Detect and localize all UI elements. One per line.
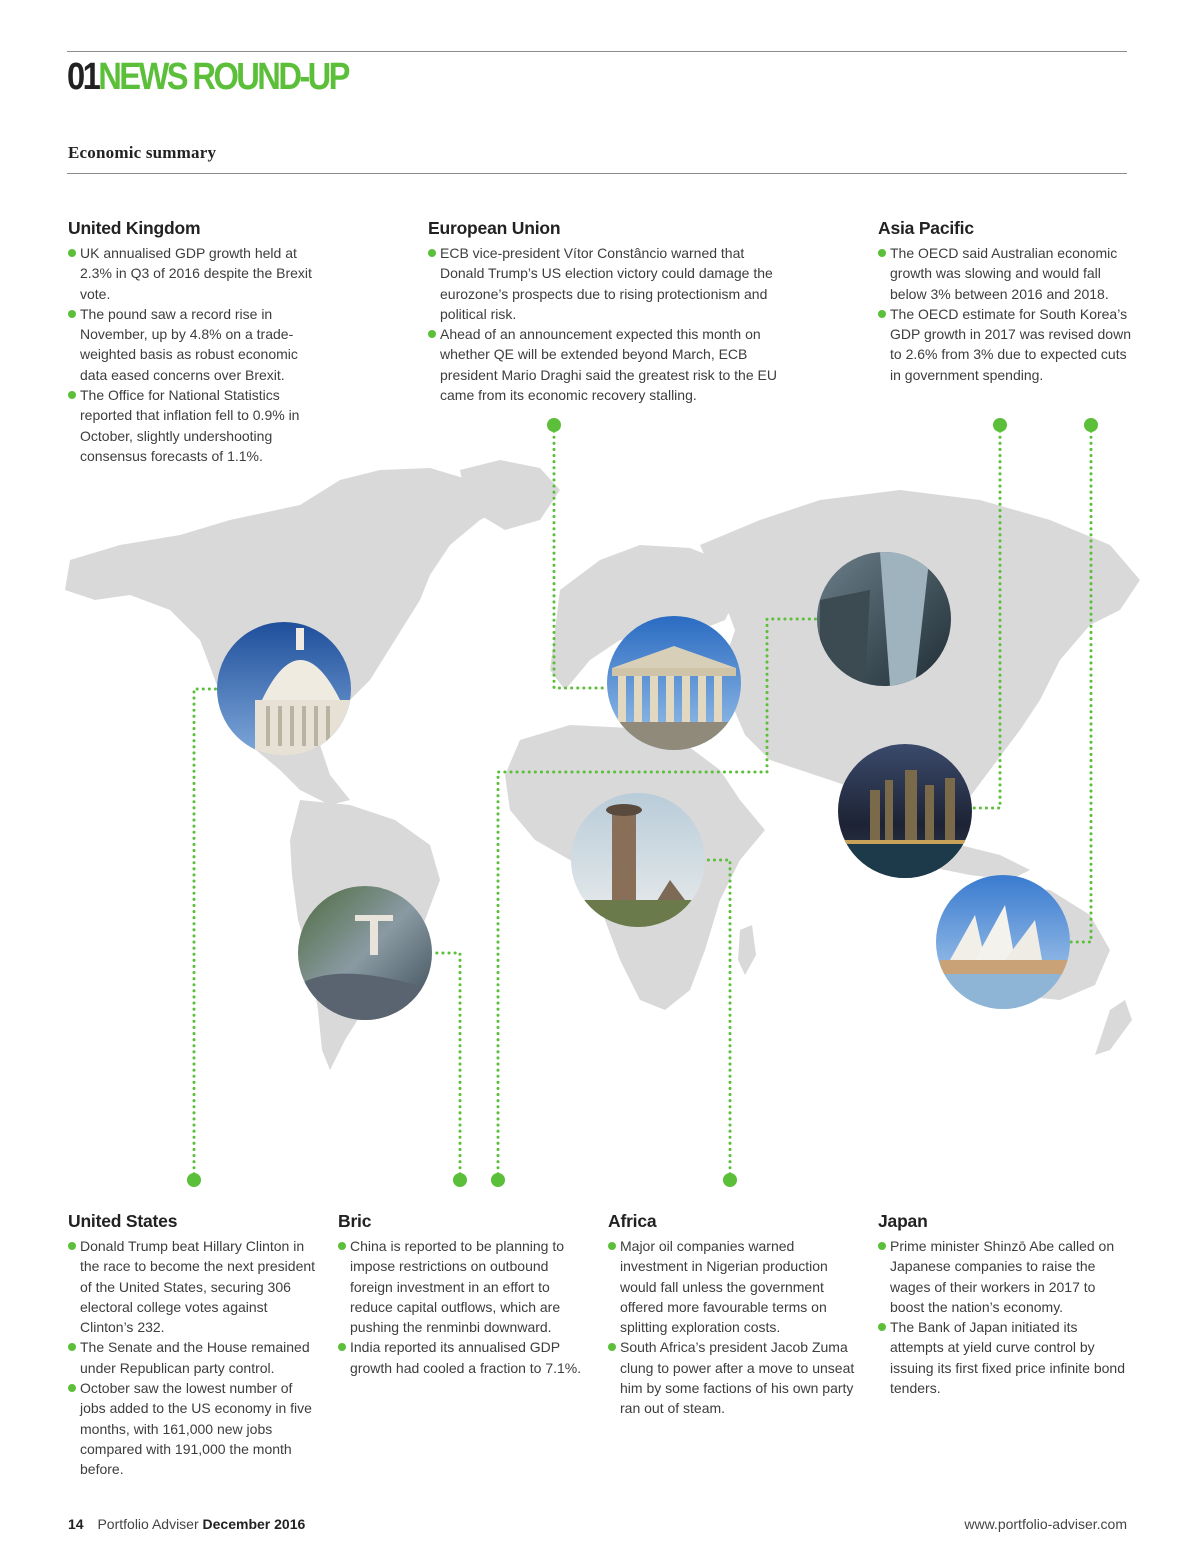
- bullet-item: The Bank of Japan initiated its attempts at yield curve control by issuing its first fixed price infinite bond tenders.: [878, 1317, 1128, 1398]
- connector-us: [194, 689, 217, 1180]
- bullet-item: China is reported to be planning to impose restrictions on outbound foreign investment in an effort to reduce capital outflows, which are pushing the renminbi downward.: [338, 1236, 588, 1337]
- region-eu-bullets: [428, 243, 778, 405]
- bullet-item: The Senate and the House remained under Republican party control.: [68, 1337, 320, 1378]
- page-number: 14: [68, 1516, 84, 1532]
- new-zealand-shape: [1095, 1000, 1132, 1055]
- region-japan-bullets: [878, 1236, 1128, 1398]
- region-us: [68, 1211, 320, 1480]
- region-asia-bullets: [878, 243, 1136, 385]
- region-uk: [68, 218, 320, 466]
- region-uk-bullets: [68, 243, 320, 466]
- bullet-item: South Africa’s president Jacob Zuma clung to power after a move to unseat him by some factions of his own party ran out of steam.: [608, 1337, 860, 1418]
- bullet-item: India reported its annualised GDP growth had cooled a fraction to 7.1%.: [338, 1337, 588, 1378]
- region-africa-bullets: [608, 1236, 860, 1419]
- bullet-item: Prime minister Shinzō Abe called on Japanese companies to raise the wages of their workers in 2017 to boost the nation’s economy.: [878, 1236, 1128, 1317]
- madagascar-shape: [738, 925, 756, 975]
- connector-bric-rio: [432, 953, 460, 1180]
- bullet-item: The OECD said Australian economic growth was slowing and would fall below 3% between 2016 and 2018.: [878, 243, 1136, 304]
- region-asia-pacific: [878, 218, 1136, 385]
- bullet-item: Ahead of an announcement expected this month on whether QE will be extended beyond March, ECB president Mario Draghi said the greatest risk to the EU came from its economic recovery stalling.: [428, 324, 778, 405]
- dot-africa: [723, 1173, 737, 1187]
- bullet-item: The Office for National Statistics reported that inflation fell to 0.9% in October, slightly undershooting consensus forecasts of 1.1%.: [68, 385, 320, 466]
- photo-asia-skyscraper: [817, 552, 951, 686]
- issue-date: December 2016: [202, 1516, 306, 1532]
- dot-asia-2: [1084, 418, 1098, 432]
- publication-name: Portfolio Adviser: [97, 1516, 199, 1532]
- region-eu: [428, 218, 778, 405]
- bullet-item: October saw the lowest number of jobs added to the US economy in five months, with 161,000 new jobs compared with 191,000 the month before.: [68, 1378, 320, 1479]
- region-us-bullets: [68, 1236, 320, 1480]
- region-asia-title: Asia Pacific: [878, 218, 974, 238]
- footer-left: [68, 1516, 305, 1532]
- bullet-item: The OECD estimate for South Korea’s GDP growth in 2017 was revised down to 2.6% from 3% due to expected cuts in government spending.: [878, 304, 1136, 385]
- region-africa-title: Africa: [608, 1211, 657, 1231]
- dot-bric-1: [453, 1173, 467, 1187]
- region-japan-title: Japan: [878, 1211, 928, 1231]
- dot-eu: [547, 418, 561, 432]
- region-bric: [338, 1211, 588, 1378]
- page-subtitle: Economic summary: [68, 143, 217, 162]
- bullet-item: Donald Trump beat Hillary Clinton in the race to become the next president of the United States, securing 306 electoral college votes against Clinton’s 232.: [68, 1236, 320, 1337]
- photo-rio-christ: [298, 886, 432, 1020]
- dot-us: [187, 1173, 201, 1187]
- region-japan: [878, 1211, 1128, 1398]
- region-africa: [608, 1211, 860, 1419]
- region-bric-title: Bric: [338, 1211, 372, 1231]
- dot-bric-2: [491, 1173, 505, 1187]
- section-number: 01: [67, 56, 99, 98]
- region-uk-title: United Kingdom: [68, 218, 201, 238]
- region-bric-bullets: [338, 1236, 588, 1378]
- bullet-item: UK annualised GDP growth held at 2.3% in Q3 of 2016 despite the Brexit vote.: [68, 243, 320, 304]
- dot-asia-1: [993, 418, 1007, 432]
- section-title: NEWS ROUND-UP: [98, 56, 348, 98]
- region-us-title: United States: [68, 1211, 178, 1231]
- bullet-item: Major oil companies warned investment in Nigerian production would fall unless the government offered more favourable terms on splitting exploration costs.: [608, 1236, 860, 1337]
- bullet-item: ECB vice-president Vítor Constâncio warned that Donald Trump’s US election victory could damage the eurozone’s prospects due to rising protectionism and political risk.: [428, 243, 778, 324]
- connector-asia-australia: [1070, 425, 1091, 942]
- region-eu-title: European Union: [428, 218, 561, 238]
- footer-website[interactable]: www.portfolio-adviser.com: [964, 1516, 1127, 1532]
- bullet-item: The pound saw a record rise in November, up by 4.8% on a trade-weighted basis as robust economic data eased concerns over Brexit.: [68, 304, 320, 385]
